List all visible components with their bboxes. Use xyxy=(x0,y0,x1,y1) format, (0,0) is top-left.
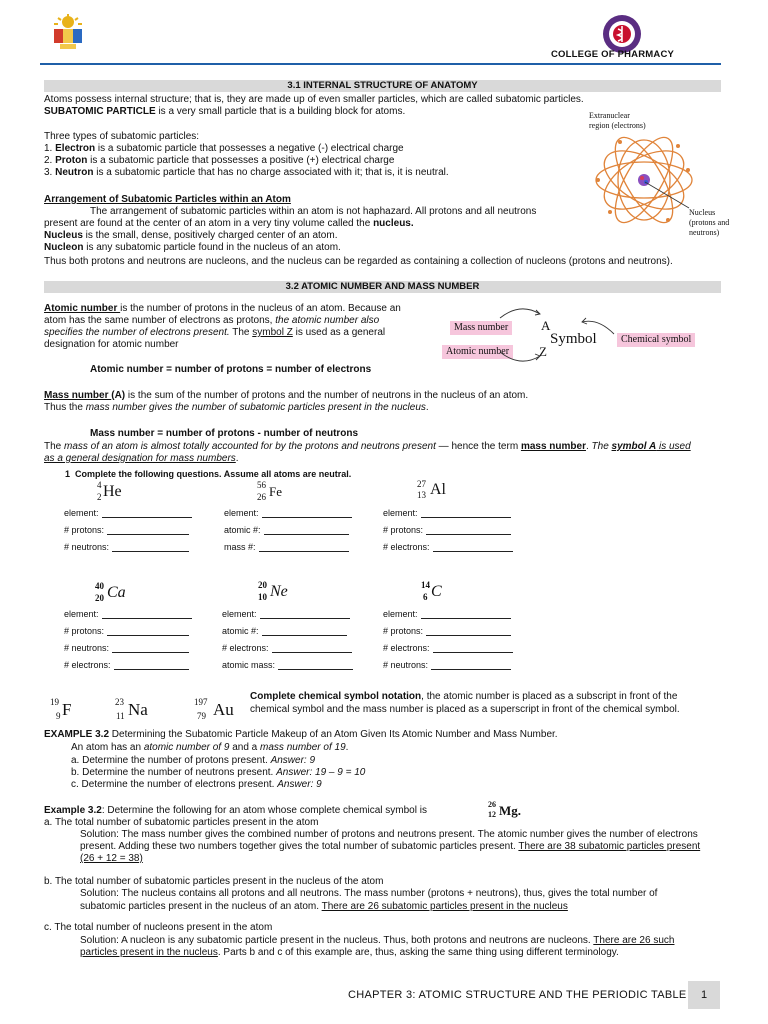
ne-answer-4[interactable] xyxy=(278,660,353,670)
c-answer-4[interactable] xyxy=(431,660,511,670)
arrangement-line-1: The arrangement of subatomic particles within an atom is not haphazard. All protons and all neutrons xyxy=(90,206,537,217)
diagram-Z: Z xyxy=(539,344,547,359)
he-field-1: element: xyxy=(64,508,192,518)
c-field-1: element: xyxy=(383,609,511,619)
ca-field-1: element: xyxy=(64,609,192,619)
mass-number-equation: Mass number = number of protons - number of neutrons xyxy=(90,428,359,439)
neutron-item: 3. Neutron is a subatomic particle that has no charge associated with it; that is, it is neutral. xyxy=(44,167,449,178)
nuclide-al: 27 13 Al xyxy=(417,479,446,500)
c-answer-2[interactable] xyxy=(426,626,511,636)
ne-field-4: atomic mass: xyxy=(222,660,353,670)
fe-answer-3[interactable] xyxy=(259,542,349,552)
school-logo xyxy=(50,14,86,52)
ne-field-3: # electrons: xyxy=(222,643,352,653)
example-3-2b-part-a: a. The total number of subatomic particles present in the atom xyxy=(44,817,319,828)
ne-field-2: atomic #: xyxy=(222,626,347,636)
example-3-2-given: An atom has an atomic number of 9 and a mass number of 19. xyxy=(71,742,349,753)
example-3-2b-a-sol-2: present. Adding these two numbers together gives the total number of subatomic particles present. There are 38 subatomic particles present xyxy=(80,841,701,852)
nucleons-summary: Thus both protons and neutrons are nucleons, and the nucleus can be regarded as containing a collection of nucleons (protons and neutrons). xyxy=(44,256,673,267)
c-field-2: # protons: xyxy=(383,626,511,636)
al-answer-2[interactable] xyxy=(426,525,511,535)
atomic-number-line-1: Atomic number is the number of protons in the nucleus of an atom. Because an xyxy=(44,303,401,314)
al-answer-3[interactable] xyxy=(433,542,513,552)
ca-answer-1[interactable] xyxy=(102,609,192,619)
nuclide-f: 19 9 F xyxy=(50,697,72,721)
notation-line-2: chemical symbol and the mass number is placed as a superscript in front of the chemical symbol. xyxy=(250,704,680,715)
fe-field-3: mass #: xyxy=(224,542,349,552)
subatomic-definition: SUBATOMIC PARTICLE is a very small particle that is a building block for atoms. xyxy=(44,106,406,117)
atomic-number-label: Atomic number xyxy=(442,345,513,359)
al-field-1: element: xyxy=(383,508,511,518)
he-answer-2[interactable] xyxy=(107,525,189,535)
atomic-number-line-2: atom has the same number of electrons as protons, the atomic number also xyxy=(44,315,380,326)
header-rule xyxy=(40,63,721,65)
arrangement-line-2: present are found at the center of an atom in a very tiny volume called the nucleus. xyxy=(44,218,414,229)
worksheet-instruction: 1 Complete the following questions. Assume all atoms are neutral. xyxy=(65,469,352,479)
ne-field-1: element: xyxy=(222,609,350,619)
example-3-2b-heading: Example 3.2: Determine the following for an atom whose complete chemical symbol is xyxy=(44,805,427,816)
example-3-2b-a-sol-1: Solution: The mass number gives the combined number of protons and neutrons present. The atomic number gives the number of electrons xyxy=(80,829,698,840)
example-3-2b-b-sol-2: subatomic particles present in the nucleus of an atom. There are 26 subatomic particles present in the nucleus xyxy=(80,901,568,912)
pharmacy-seal-icon xyxy=(602,14,642,54)
nucleon-definition: Nucleon is any subatomic particle found in the nucleus of an atom. xyxy=(44,242,341,253)
ca-field-3: # neutrons: xyxy=(64,643,189,653)
arrangement-heading: Arrangement of Subatomic Particles within an Atom xyxy=(44,194,291,205)
nuclide-ca: 40 20 Ca xyxy=(95,581,126,603)
proton-item: 2. Proton is a subatomic particle that possesses a positive (+) electrical charge xyxy=(44,155,395,166)
ca-field-4: # electrons: xyxy=(64,660,189,670)
diagram-arrows xyxy=(490,300,620,370)
he-answer-3[interactable] xyxy=(112,542,189,552)
example-3-2-heading: EXAMPLE 3.2 Determining the Subatomic Particle Makeup of an Atom Given Its Atomic Number and Mass Number. xyxy=(44,729,558,740)
diagram-A: A xyxy=(541,318,551,333)
ne-answer-2[interactable] xyxy=(262,626,347,636)
nuclide-na: 23 11 Na xyxy=(115,697,148,721)
footer-chapter: CHAPTER 3: ATOMIC STRUCTURE AND THE PERIODIC TABLE xyxy=(348,989,687,1001)
nuclide-mg: 26 12 Mg. xyxy=(488,800,522,819)
ca-field-2: # protons: xyxy=(64,626,189,636)
section-title-3-1: 3.1 INTERNAL STRUCTURE OF ANATOMY xyxy=(44,80,721,92)
ne-answer-3[interactable] xyxy=(272,643,352,653)
mass-number-label: Mass number xyxy=(450,321,512,335)
example-3-2b-c-sol-1: Solution: A nucleon is any subatomic particle present in the nucleus. Thus, both protons and neutrons are nucleons. There are 26 such xyxy=(80,935,675,946)
chemical-symbol-label: Chemical symbol xyxy=(617,333,695,347)
example-3-2b-b-sol-1: Solution: The nucleus contains all protons and all neutrons. The mass number (protons + neutrons), thus, gives the total number of xyxy=(80,888,658,899)
nuclide-c: 14 6 C xyxy=(421,580,442,602)
example-3-2-part-b: b. Determine the number of neutrons present. Answer: 19 – 9 = 10 xyxy=(71,767,366,778)
ca-answer-3[interactable] xyxy=(112,643,189,653)
fe-field-1: element: xyxy=(224,508,352,518)
c-field-3: # electrons: xyxy=(383,643,513,653)
section-title-3-2: 3.2 ATOMIC NUMBER AND MASS NUMBER xyxy=(44,281,721,293)
example-3-2-part-c: c. Determine the number of electrons present. Answer: 9 xyxy=(71,779,322,790)
nuclide-au: 197 79 Au xyxy=(194,697,234,721)
he-field-2: # protons: xyxy=(64,525,189,535)
example-3-2b-a-sol-3: (26 + 12 = 38) xyxy=(80,853,143,864)
intro-line: Atoms possess internal structure; that is, they are made up of even smaller particles, which are called subatomic particles. xyxy=(44,94,584,105)
he-field-3: # neutrons: xyxy=(64,542,189,552)
nuclide-he: 4 2 He xyxy=(97,480,122,502)
nucleus-definition: Nucleus is the small, dense, positively charged center of an atom. xyxy=(44,230,338,241)
fe-field-2: atomic #: xyxy=(224,525,349,535)
al-field-3: # electrons: xyxy=(383,542,513,552)
mass-number-line-2: Thus the mass number gives the number of subatomic particles present in the nucleus. xyxy=(44,402,429,413)
mass-statement-line-1: The mass of an atom is almost totally accounted for by the protons and neutrons present — hence the term mass number. The symbol A is used xyxy=(44,441,691,452)
he-answer-1[interactable] xyxy=(102,508,192,518)
figure-label-nucleus: Nucleus (protons and neutrons) xyxy=(689,208,730,237)
nuclide-fe: 56 26 Fe xyxy=(257,480,282,502)
atomic-number-line-3: specifies the number of electrons present. The symbol Z is used as a general xyxy=(44,327,386,338)
fe-answer-2[interactable] xyxy=(264,525,349,535)
ne-answer-1[interactable] xyxy=(260,609,350,619)
example-3-2-part-a: a. Determine the number of protons present. Answer: 9 xyxy=(71,755,316,766)
figure-label-extranuclear: Extranuclear region (electrons) xyxy=(589,111,646,130)
example-3-2b-c-sol-2: particles present in the nucleus. Parts b and c of this example are, thus, asking the same thing using different terminology. xyxy=(80,947,619,958)
c-field-4: # neutrons: xyxy=(383,660,511,670)
mass-number-line-1: Mass number (A) is the sum of the number of protons and the number of neutrons in the nucleus of an atom. xyxy=(44,390,529,401)
ca-answer-2[interactable] xyxy=(107,626,189,636)
example-3-2b-part-b: b. The total number of subatomic particles present in the nucleus of the atom xyxy=(44,876,384,887)
ca-answer-4[interactable] xyxy=(114,660,189,670)
nucleus-pointer xyxy=(645,180,690,210)
atomic-number-equation: Atomic number = number of protons = number of electrons xyxy=(90,364,372,375)
c-answer-3[interactable] xyxy=(433,643,513,653)
nuclide-ne: 20 10 Ne xyxy=(258,580,288,602)
page-number: 1 xyxy=(688,981,720,1009)
three-types-heading: Three types of subatomic particles: xyxy=(44,131,200,142)
fe-answer-1[interactable] xyxy=(262,508,352,518)
c-answer-1[interactable] xyxy=(421,609,511,619)
college-name: COLLEGE OF PHARMACY xyxy=(551,49,675,60)
atomic-number-line-4: designation for atomic number xyxy=(44,339,179,350)
electron-item: 1. Electron is a subatomic particle that possesses a negative (-) electrical charge xyxy=(44,143,404,154)
example-3-2b-part-c: c. The total number of nucleons present in the atom xyxy=(44,922,273,933)
al-field-2: # protons: xyxy=(383,525,511,535)
diagram-symbol: Symbol xyxy=(550,331,597,347)
al-answer-1[interactable] xyxy=(421,508,511,518)
notation-line-1: Complete chemical symbol notation, the atomic number is placed as a subscript in front of the xyxy=(250,691,678,702)
mass-statement-line-2: as a general designation for mass numbers. xyxy=(44,453,239,464)
